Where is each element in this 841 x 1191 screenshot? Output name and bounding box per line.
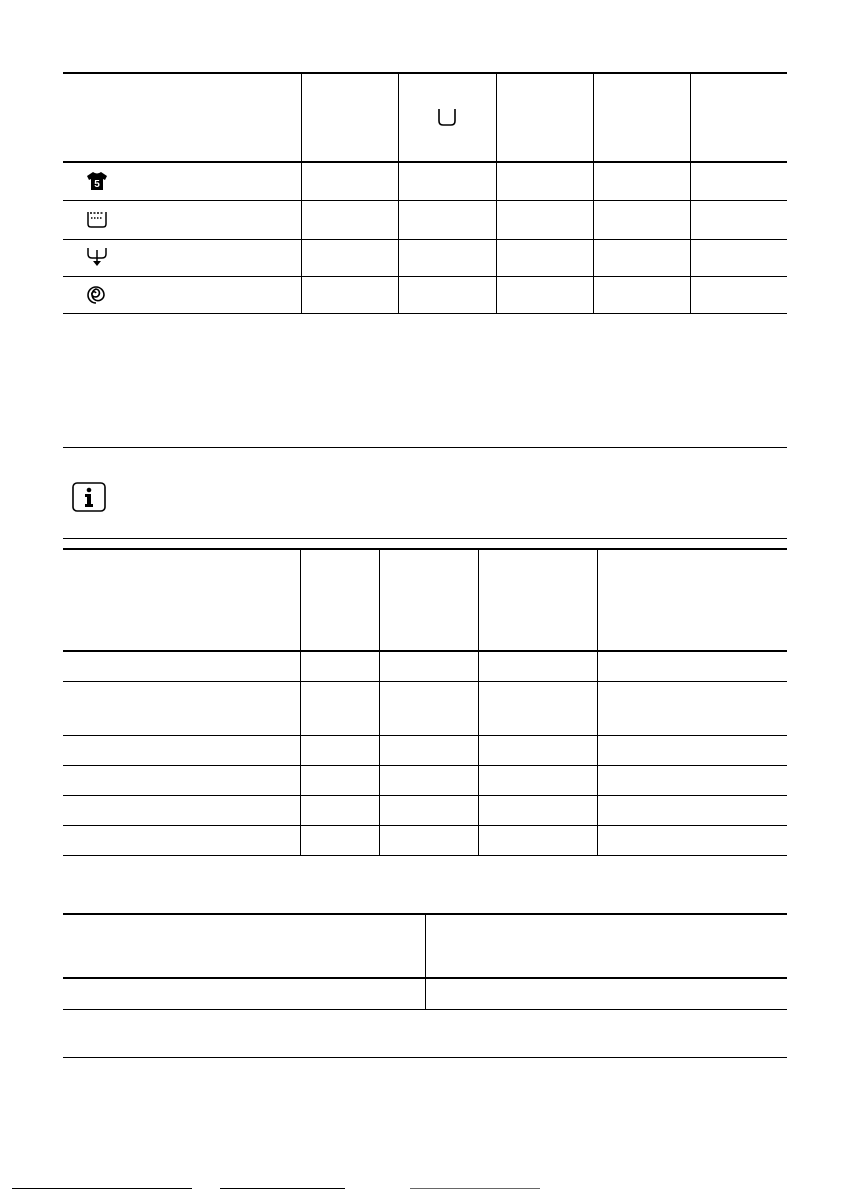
footer-rule	[220, 1188, 345, 1189]
column-divider	[398, 73, 399, 314]
svg-text:5: 5	[94, 179, 100, 190]
table-rule-top	[63, 72, 787, 74]
column-divider	[425, 914, 426, 1010]
table-rule	[63, 795, 787, 796]
footer-rule	[410, 1188, 540, 1189]
column-divider	[379, 549, 380, 856]
footer-rule	[12, 1188, 192, 1189]
table-rule	[63, 239, 787, 240]
column-divider	[597, 549, 598, 856]
info-icon	[72, 482, 106, 512]
table-rule	[63, 681, 787, 682]
column-divider	[478, 549, 479, 856]
table-rule	[63, 200, 787, 201]
shirt-5-icon	[86, 171, 108, 191]
column-divider	[301, 73, 302, 314]
table-rule-header	[63, 161, 787, 163]
table-rule-bottom	[63, 313, 787, 314]
table-rule	[63, 735, 787, 736]
drain-icon	[86, 246, 108, 268]
table-rule-header	[63, 650, 787, 652]
table-rule-bottom	[63, 855, 787, 856]
table-rule-top	[63, 548, 787, 550]
info-rule-top	[63, 447, 787, 448]
table-rule	[63, 276, 787, 277]
soak-tub-icon	[86, 210, 108, 228]
detergent-compartment-icon	[437, 107, 457, 127]
table-rule	[63, 765, 787, 766]
table-rule-bottom	[63, 1057, 787, 1058]
info-rule-bottom	[63, 538, 787, 539]
column-divider	[690, 73, 691, 314]
spin-icon	[86, 285, 106, 305]
column-divider	[496, 73, 497, 314]
column-divider	[300, 549, 301, 856]
column-divider	[593, 73, 594, 314]
table-rule	[63, 825, 787, 826]
